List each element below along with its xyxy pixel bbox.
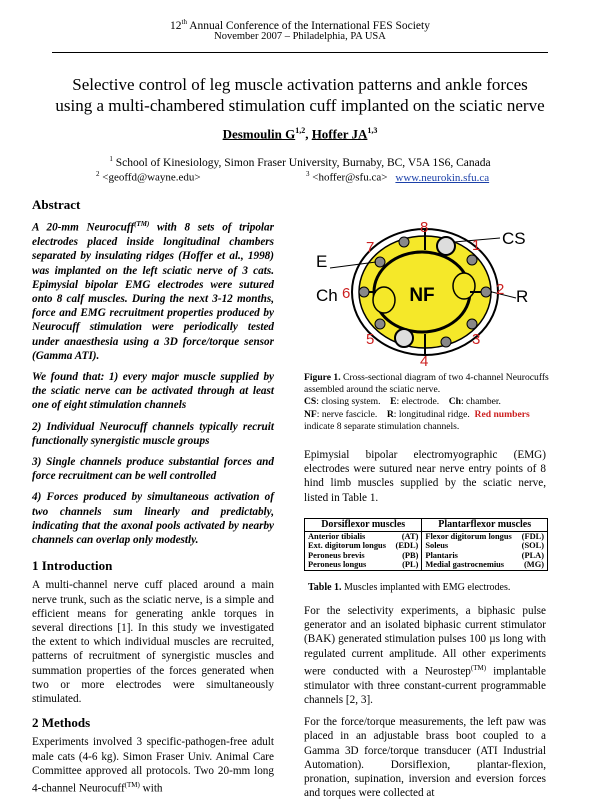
- electrode: [467, 319, 477, 329]
- closing-system: [437, 237, 455, 255]
- electrode: [481, 287, 491, 297]
- abstract-paragraph: 2) Individual Neurocuff channels typically recruit functionally synergistic muscle groups: [32, 420, 274, 447]
- channel-5-label: 5: [366, 331, 375, 348]
- conference-line: 12th Annual Conference of the International FES Society: [170, 18, 430, 32]
- channel-2-label: 2: [496, 281, 505, 298]
- cell-muscle: Peroneus brevis: [308, 550, 365, 560]
- table-1: [304, 518, 548, 571]
- electrode: [359, 287, 369, 297]
- cell-muscle: Medial gastrocnemius: [422, 560, 518, 570]
- table-caption: Table 1. Muscles implanted with EMG electrodes.: [308, 582, 511, 593]
- abstract-heading: Abstract: [32, 197, 81, 212]
- intro-paragraph: A multi-channel nerve cuff placed around a main nerve trunk, such as the sciatic nerve, is a simple and efficient means for generating ankle torques in several directions [1]. In this study we investigated the extent to which individual muscles are recruited, patterns of recruitment of synergistic muscles and summation properties of the forces generated when two or more electrodes were simultaneously stimulated.: [32, 579, 274, 706]
- cell-abbrev: (PLA): [521, 550, 544, 560]
- methods-section: [32, 716, 274, 796]
- cell-muscle: Anterior tibialis: [308, 531, 366, 541]
- header-rule: [52, 52, 548, 53]
- paper-title-line1: Selective control of leg muscle activation patterns and ankle forces: [72, 75, 528, 94]
- closing-system: [395, 329, 413, 347]
- table-row: [305, 531, 548, 541]
- fascicle-small: [453, 273, 475, 299]
- methods-paragraph: Experiments involved 3 specific-pathogen-free adult male cats (4-6 kg). Simon Fraser Univ. Animal Care Committee approved all protocols. Two 20-mm long 4-channel Neurocuff$^{(TM)}$ with: [32, 736, 274, 795]
- channel-4-label: 4: [420, 353, 429, 370]
- intro-section: [32, 559, 274, 706]
- cell-muscle: Peroneus longus: [308, 560, 367, 570]
- label-nf: NF: [409, 285, 435, 306]
- cell-abbrev: (MG): [524, 560, 544, 570]
- cell-abbrev: (EDL): [395, 541, 419, 551]
- channel-8-label: 8: [420, 219, 429, 236]
- table-row: [305, 541, 548, 551]
- stimulation-paragraph: For the selectivity experiments, a biphasic pulse generator and an isolated biphasic current stimulator (BAK) generated stimulation pulses 100 µs long with regulated current amplitude. All other experiments were conducted with a Neurostep$^{(TM)}$ implantable stimulator with three constant-current programmable channels [2, 3].: [304, 605, 546, 706]
- header-dorsiflexor: Dorsiflexor muscles: [305, 519, 422, 532]
- left-column: [32, 198, 274, 804]
- figure-1: [304, 212, 546, 370]
- electrode: [375, 257, 385, 267]
- website-link[interactable]: www.neurokin.sfu.ca: [395, 171, 490, 184]
- abstract-body: [32, 217, 274, 547]
- electrode: [467, 255, 477, 265]
- force-paragraph: For the force/torque measurements, the left paw was placed in an adjustable brass boot coupled to a Gamma 3D force/torque transducer (ATI Industrial Automation). Dorsiflexion, plantar-flexion, pronation, supination, inversion and eversion forces and torques were collected at: [304, 716, 546, 800]
- header-plantarflexor: Plantarflexor muscles: [422, 519, 548, 532]
- conference-date: November 2007 – Philadelphia, PA USA: [214, 31, 386, 42]
- channel-7-label: 7: [366, 239, 375, 256]
- channel-6-label: 6: [342, 285, 351, 302]
- intro-heading: 1 Introduction: [32, 558, 113, 574]
- abstract-paragraph: We found that: 1) every major muscle supplied by the sciatic nerve can be activated through at least one of eight stimulation channels: [32, 370, 274, 412]
- authors: Desmoulin G$^{1,2}$, Hoffer JA$^{1,3}$: [222, 126, 378, 142]
- electrode: [441, 337, 451, 347]
- label-r: R: [516, 287, 529, 306]
- cell-muscle: Soleus: [422, 541, 518, 551]
- table-row: [305, 560, 548, 570]
- label-e: E: [316, 252, 328, 271]
- table-header-row: [305, 519, 548, 532]
- right-column-lower: [304, 604, 546, 808]
- methods-heading: 2 Methods: [32, 715, 91, 731]
- cell-abbrev: (PL): [402, 560, 419, 570]
- cell-muscle: Plantaris: [422, 551, 518, 561]
- cell-abbrev: (AT): [401, 531, 419, 541]
- figure-caption: Figure 1. Cross-sectional diagram of two 4-channel Neurocuffs assembled around the sciatic nerve. CS: closing system. E: electrode. Ch: chamber. NF: nerve fascicle. R: longitudinal ridge. Red numbers indicate 8 separate stimulation channels.: [304, 372, 549, 432]
- affiliation-1: $^1$ School of Kinesiology, Simon Fraser University, Burnaby, BC, V5A 1S6, Canada: [109, 155, 491, 169]
- channel-1-label: 1: [472, 237, 481, 254]
- paper-title-line2: using a multi-chambered stimulation cuff implanted on the sciatic nerve: [55, 96, 545, 115]
- affiliation-3: $^3$ <hoffer@sfu.ca> www.neurokin.sfu.ca: [306, 170, 490, 184]
- cell-muscle: Flexor digitorum longus: [422, 531, 518, 541]
- neurocuff-diagram: [304, 212, 546, 370]
- electrode: [399, 237, 409, 247]
- cell-abbrev: (FDL): [521, 531, 544, 541]
- affiliation-2: $^2$ <geoffd@wayne.edu>: [96, 170, 201, 184]
- channel-3-label: 3: [472, 331, 481, 348]
- fascicle-small: [373, 287, 395, 313]
- cell-muscle: Ext. digitorum longus: [308, 541, 386, 551]
- abstract-paragraph: 4) Forces produced by simultaneous activation of two channels sum linearly and predictably, indicating that the axonal pools activated by nearby channels can overlap only modestly.: [32, 491, 274, 546]
- label-ch: Ch: [316, 286, 338, 305]
- cell-abbrev: (SOL): [521, 541, 544, 551]
- abstract-paragraph: A 20-mm Neurocuff$^{(TM)}$ with 8 sets of tripolar electrodes placed inside longitudinal chambers separated by insulating ridges (Hoffer et al., 1998) was implanted on the left sciatic nerve of 3 cats. Epimysial bipolar EMG electrodes were sutured onto 8 calf muscles. During the next 3-12 months, force and EMG recruitment properties produced by Neurocuff stimulation were periodically tested under anaesthesia using a 3D force/torque sensor (Gamma ATI).: [32, 220, 274, 362]
- right-paragraph-emg: Epimysial bipolar electromyographic (EMG) electrodes were sutured near nerve entry points of 8 hind limb muscles supplied by the sciatic nerve, listed in Table 1.: [304, 449, 546, 504]
- cell-abbrev: (PB): [402, 550, 419, 560]
- muscle-table: [304, 518, 548, 571]
- electrode: [375, 319, 385, 329]
- abstract-paragraph: 3) Single channels produce substantial forces and force recruitment can be well controlled: [32, 455, 274, 483]
- table-row: [305, 551, 548, 561]
- label-cs: CS: [502, 229, 526, 248]
